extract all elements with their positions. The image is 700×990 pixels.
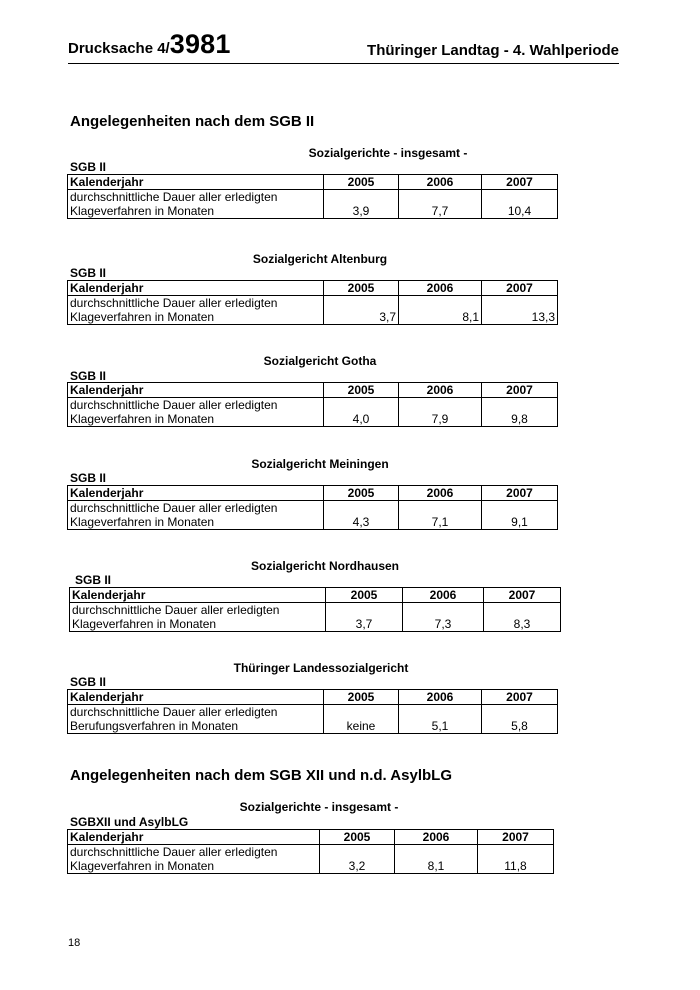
value-cell: 7,3 [403, 603, 484, 632]
label-line: Klageverfahren in Monaten [68, 412, 324, 427]
sgb-label: SGB II [70, 675, 107, 689]
court-title: Sozialgerichte - insgesamt - [308, 146, 468, 160]
table-header-row [68, 175, 558, 190]
label-line: Klageverfahren in Monaten [68, 515, 324, 530]
label-line: durchschnittliche Dauer aller erledigten [68, 398, 324, 413]
year-cell: 2007 [482, 383, 558, 398]
table-row [68, 190, 558, 205]
label-line: durchschnittliche Dauer aller erledigten [68, 296, 324, 311]
label-line: Klageverfahren in Monaten [68, 859, 320, 874]
sgb-label: SGB II [75, 573, 112, 587]
parliament-title: Thüringer Landtag - 4. Wahlperiode [367, 42, 619, 59]
table-header-row [68, 486, 558, 501]
year-cell: 2006 [395, 830, 478, 845]
label-line: Klageverfahren in Monaten [68, 310, 324, 325]
table-row [68, 501, 558, 516]
row-header: Kalenderjahr [68, 175, 324, 190]
value-cell: 3,2 [320, 845, 395, 874]
data-table [67, 174, 558, 219]
value-cell: 7,9 [399, 398, 482, 427]
section-title-sgb2: Angelegenheiten nach dem SGB II [70, 113, 315, 130]
value-cell: 7,1 [399, 501, 482, 530]
page-header [68, 30, 619, 64]
label-line: durchschnittliche Dauer aller erledigten [68, 501, 324, 516]
value-cell: 9,8 [482, 398, 558, 427]
table-row [68, 845, 554, 860]
year-cell: 2005 [324, 690, 399, 705]
value-cell: 11,8 [478, 845, 554, 874]
year-cell: 2006 [399, 690, 482, 705]
year-cell: 2005 [320, 830, 395, 845]
value-cell: 10,4 [482, 190, 558, 219]
year-cell: 2006 [403, 588, 484, 603]
label-line: Klageverfahren in Monaten [68, 204, 324, 219]
year-cell: 2005 [324, 175, 399, 190]
sgb-label: SGBXII und AsylbLG [70, 815, 189, 829]
row-header: Kalenderjahr [70, 588, 326, 603]
sgb-label: SGB II [70, 266, 107, 280]
data-table [67, 280, 558, 325]
value-cell: 9,1 [482, 501, 558, 530]
label-line: Berufungsverfahren in Monaten [68, 719, 324, 734]
value-cell: 5,1 [399, 705, 482, 734]
table-header-row [68, 281, 558, 296]
year-cell: 2006 [399, 486, 482, 501]
data-table [67, 485, 558, 530]
label-line: Klageverfahren in Monaten [70, 617, 326, 632]
year-cell: 2005 [326, 588, 403, 603]
table-row [70, 603, 561, 618]
sgb-label: SGB II [70, 160, 107, 174]
value-cell: 8,1 [395, 845, 478, 874]
table-header-row [70, 588, 561, 603]
year-cell: 2007 [482, 486, 558, 501]
value-cell: 13,3 [482, 296, 558, 325]
year-cell: 2006 [399, 175, 482, 190]
label-line: durchschnittliche Dauer aller erledigten [70, 603, 326, 618]
year-cell: 2005 [324, 486, 399, 501]
table-row [68, 296, 558, 311]
table-row [68, 398, 558, 413]
data-table [67, 689, 558, 734]
data-table [67, 829, 554, 874]
value-cell: 4,0 [324, 398, 399, 427]
row-header: Kalenderjahr [68, 486, 324, 501]
value-cell: 8,1 [399, 296, 482, 325]
row-header: Kalenderjahr [68, 281, 324, 296]
page-number: 18 [68, 937, 81, 949]
sgb-label: SGB II [70, 471, 107, 485]
court-title: Sozialgerichte - insgesamt - [239, 800, 399, 814]
label-line: durchschnittliche Dauer aller erledigten [68, 705, 324, 720]
year-cell: 2007 [478, 830, 554, 845]
year-cell: 2007 [482, 175, 558, 190]
data-table [69, 587, 561, 632]
table-row [68, 705, 558, 720]
year-cell: 2006 [399, 383, 482, 398]
data-table [67, 382, 558, 427]
court-title: Thüringer Landessozialgericht [233, 661, 409, 675]
value-cell: 4,3 [324, 501, 399, 530]
table-header-row [68, 830, 554, 845]
table-header-row [68, 690, 558, 705]
value-cell: 3,7 [326, 603, 403, 632]
court-title: Sozialgericht Gotha [263, 354, 377, 368]
label-line: durchschnittliche Dauer aller erledigten [68, 190, 324, 205]
year-cell: 2005 [324, 383, 399, 398]
year-cell: 2007 [484, 588, 561, 603]
sgb-label: SGB II [70, 369, 107, 383]
value-cell: 7,7 [399, 190, 482, 219]
year-cell: 2007 [482, 690, 558, 705]
row-header: Kalenderjahr [68, 383, 324, 398]
court-title: Sozialgericht Meiningen [251, 457, 389, 471]
document-number: Drucksache 4/3981 [68, 29, 231, 59]
year-cell: 2005 [324, 281, 399, 296]
section-title-sgb12: Angelegenheiten nach dem SGB XII und n.d. AsylbLG [70, 767, 452, 784]
value-cell: keine [324, 705, 399, 734]
court-title: Sozialgericht Nordhausen [250, 559, 400, 573]
court-title: Sozialgericht Altenburg [252, 252, 388, 266]
row-header: Kalenderjahr [68, 690, 324, 705]
year-cell: 2007 [482, 281, 558, 296]
value-cell: 5,8 [482, 705, 558, 734]
table-header-row [68, 383, 558, 398]
label-line: durchschnittliche Dauer aller erledigten [68, 845, 320, 860]
value-cell: 3,7 [324, 296, 399, 325]
value-cell: 8,3 [484, 603, 561, 632]
row-header: Kalenderjahr [68, 830, 320, 845]
year-cell: 2006 [399, 281, 482, 296]
value-cell: 3,9 [324, 190, 399, 219]
